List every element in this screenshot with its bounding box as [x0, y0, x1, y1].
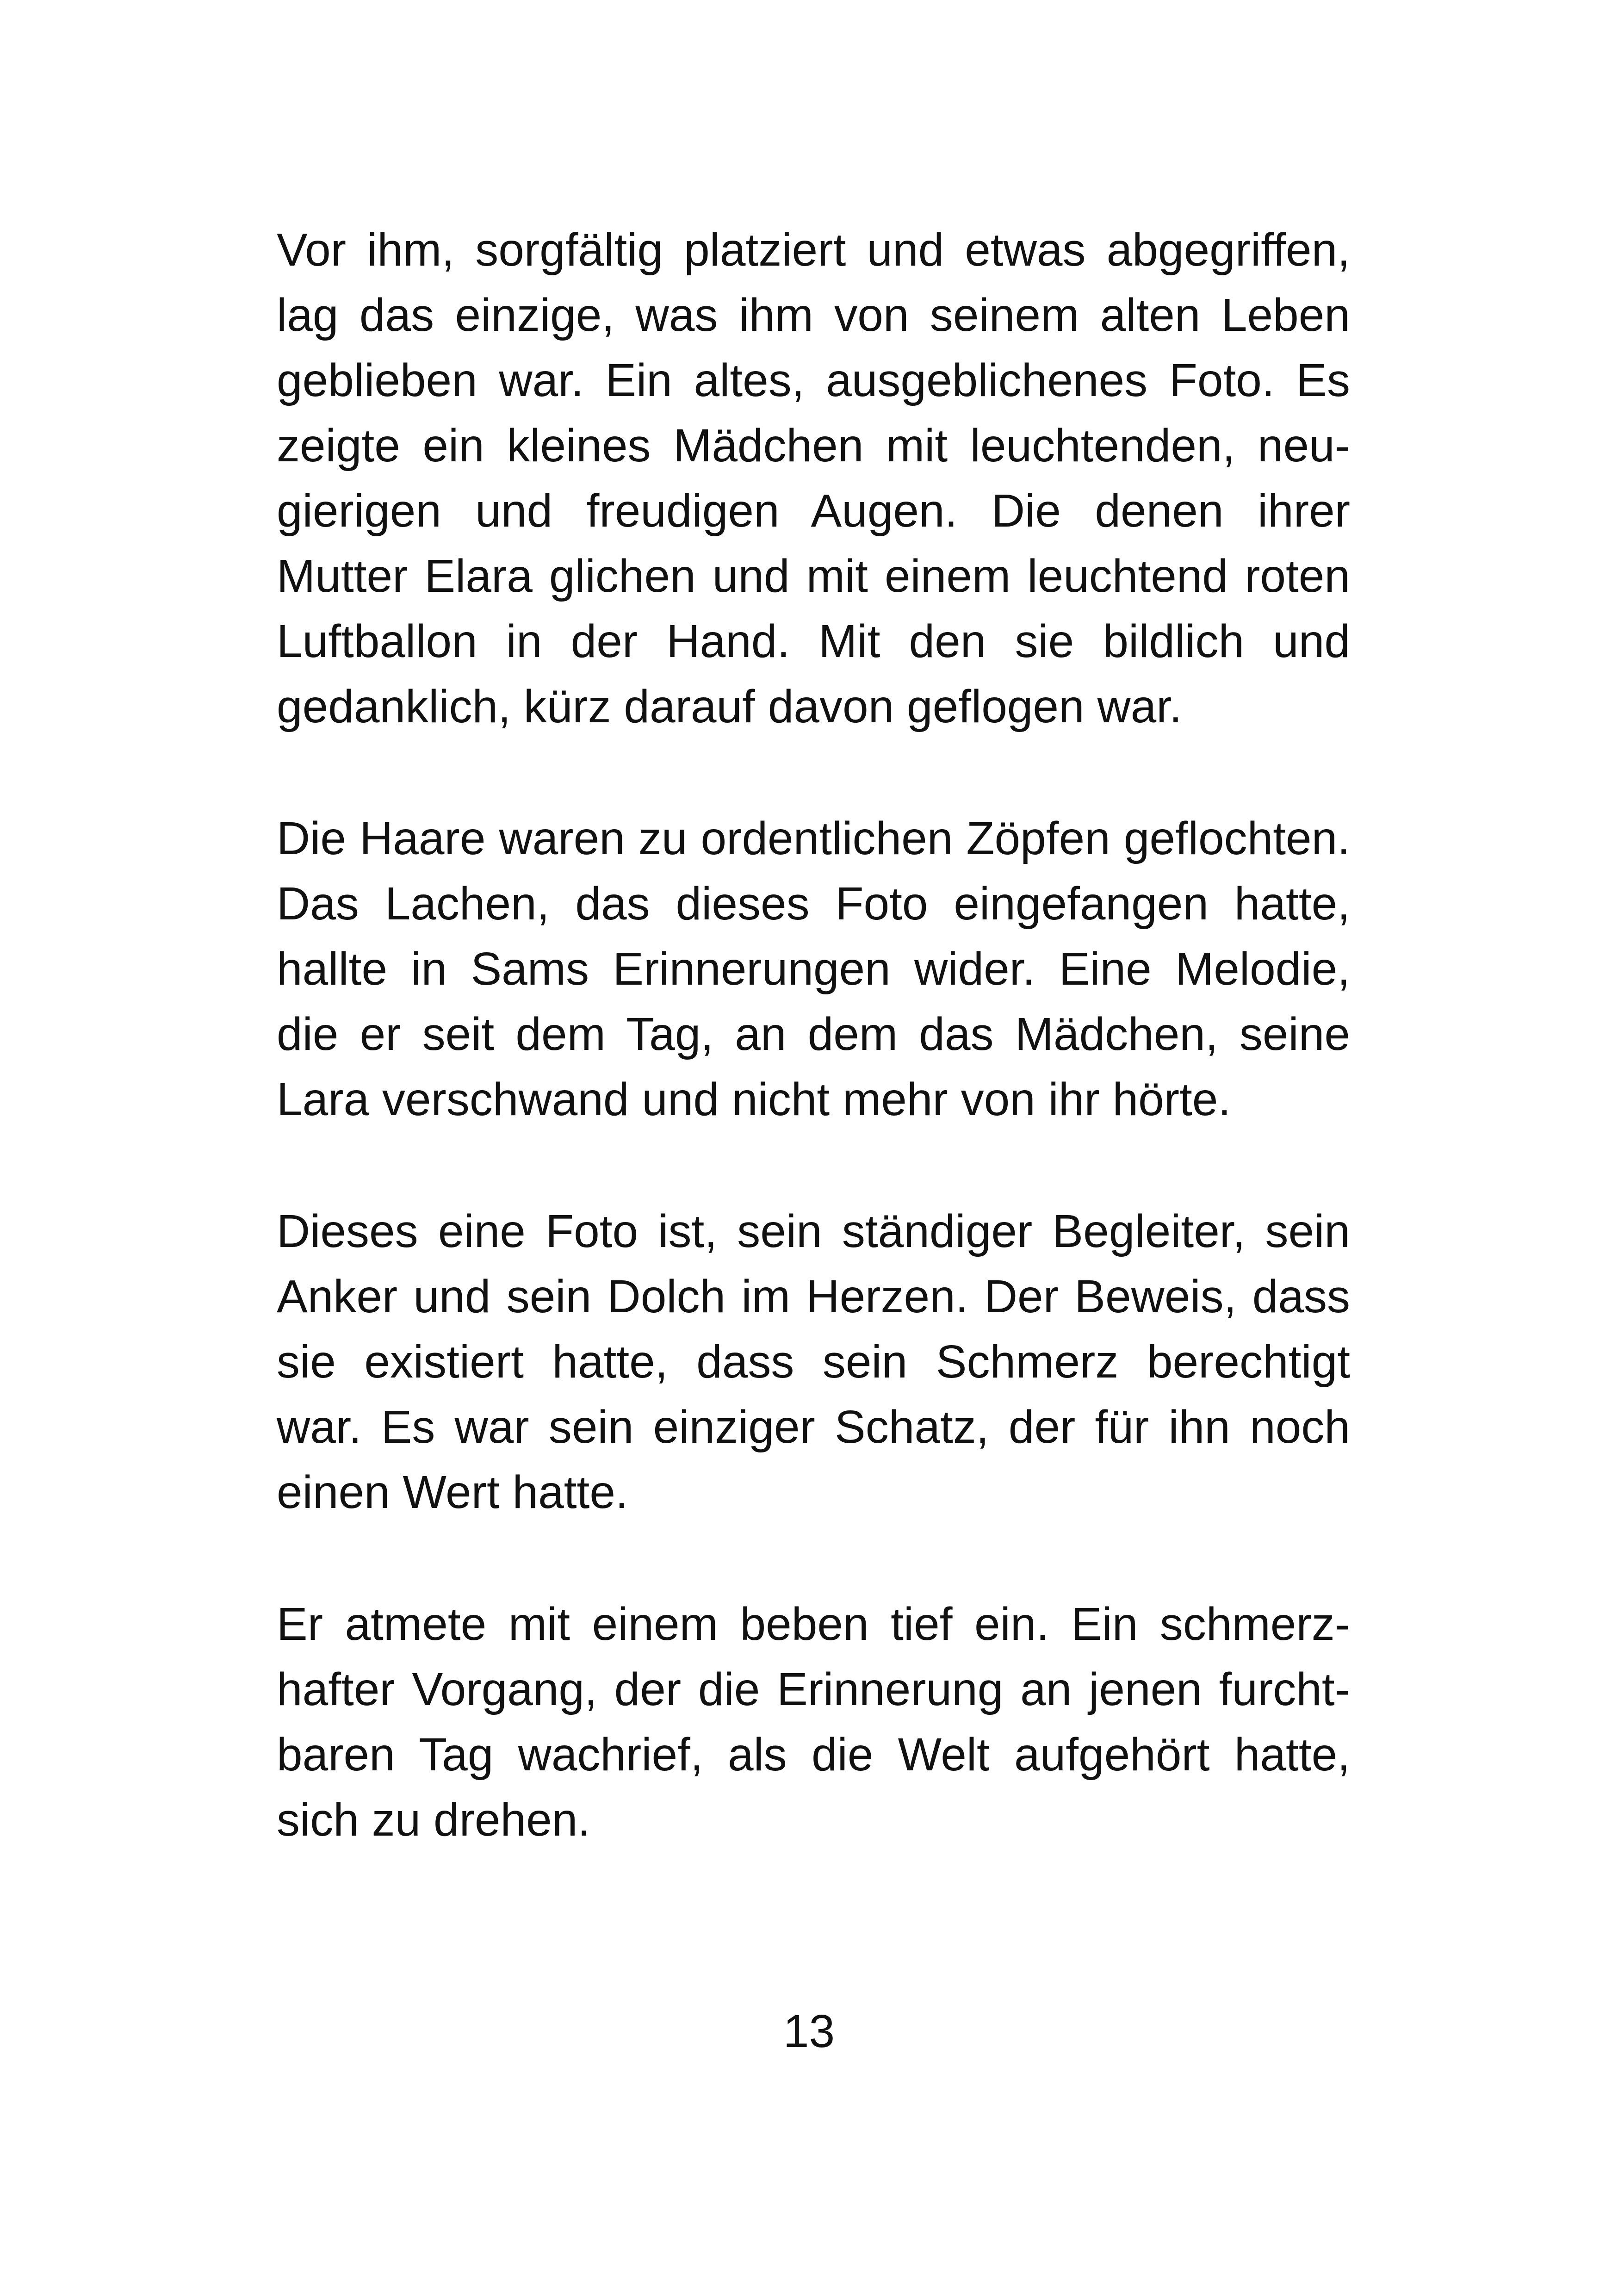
text-line: baren Tag wachrief, als die Welt aufgehört hatte,: [277, 1729, 1350, 1781]
body-text: [277, 217, 1350, 1919]
text-line: hallte in Sams Erinnerungen wider. Eine Melodie,: [277, 943, 1350, 995]
paragraph-1: [277, 217, 1350, 739]
text-line: Das Lachen, das dieses Foto eingefangen hatte,: [277, 878, 1350, 930]
text-line: Anker und sein Dolch im Herzen. Der Beweis, dass: [277, 1271, 1350, 1322]
text-line: gierigen und freudigen Augen. Die denen ihrer: [277, 485, 1350, 537]
text-line: Vor ihm, sorgfältig platziert und etwas abgegriffen,: [277, 224, 1350, 276]
paragraph-3: [277, 1199, 1350, 1525]
text-line: war. Es war sein einziger Schatz, der für ihn noch: [277, 1401, 1350, 1453]
text-line: Luftballon in der Hand. Mit den sie bildlich und: [277, 615, 1350, 667]
text-line: Er atmete mit einem beben tief ein. Ein schmerz-: [277, 1598, 1350, 1650]
paragraph-2: [277, 806, 1350, 1132]
text-line: lag das einzige, was ihm von seinem alten Leben: [277, 289, 1350, 341]
text-line: sie existiert hatte, dass sein Schmerz berechtigt: [277, 1336, 1350, 1388]
text-line: einen Wert hatte.: [277, 1466, 628, 1518]
text-line: gedanklich, kürz darauf davon geflogen war.: [277, 681, 1182, 732]
text-line: sich zu drehen.: [277, 1794, 591, 1846]
text-line: Die Haare waren zu ordentlichen Zöpfen geflochten.: [277, 813, 1350, 864]
text-line: Dieses eine Foto ist, sein ständiger Begleiter, sein: [277, 1205, 1350, 1257]
paragraph-4: [277, 1592, 1350, 1853]
text-line: Mutter Elara glichen und mit einem leuchtend roten: [277, 550, 1350, 602]
text-line: zeigte ein kleines Mädchen mit leuchtenden, neu-: [277, 420, 1350, 472]
text-line: hafter Vorgang, der die Erinnerung an jenen furcht-: [277, 1663, 1350, 1715]
text-line: geblieben war. Ein altes, ausgeblichenes Foto. Es: [277, 354, 1350, 406]
text-line: die er seit dem Tag, an dem das Mädchen, seine: [277, 1008, 1350, 1060]
page-number: 13: [783, 2005, 835, 2057]
text-line: Lara verschwand und nicht mehr von ihr hörte.: [277, 1074, 1231, 1125]
